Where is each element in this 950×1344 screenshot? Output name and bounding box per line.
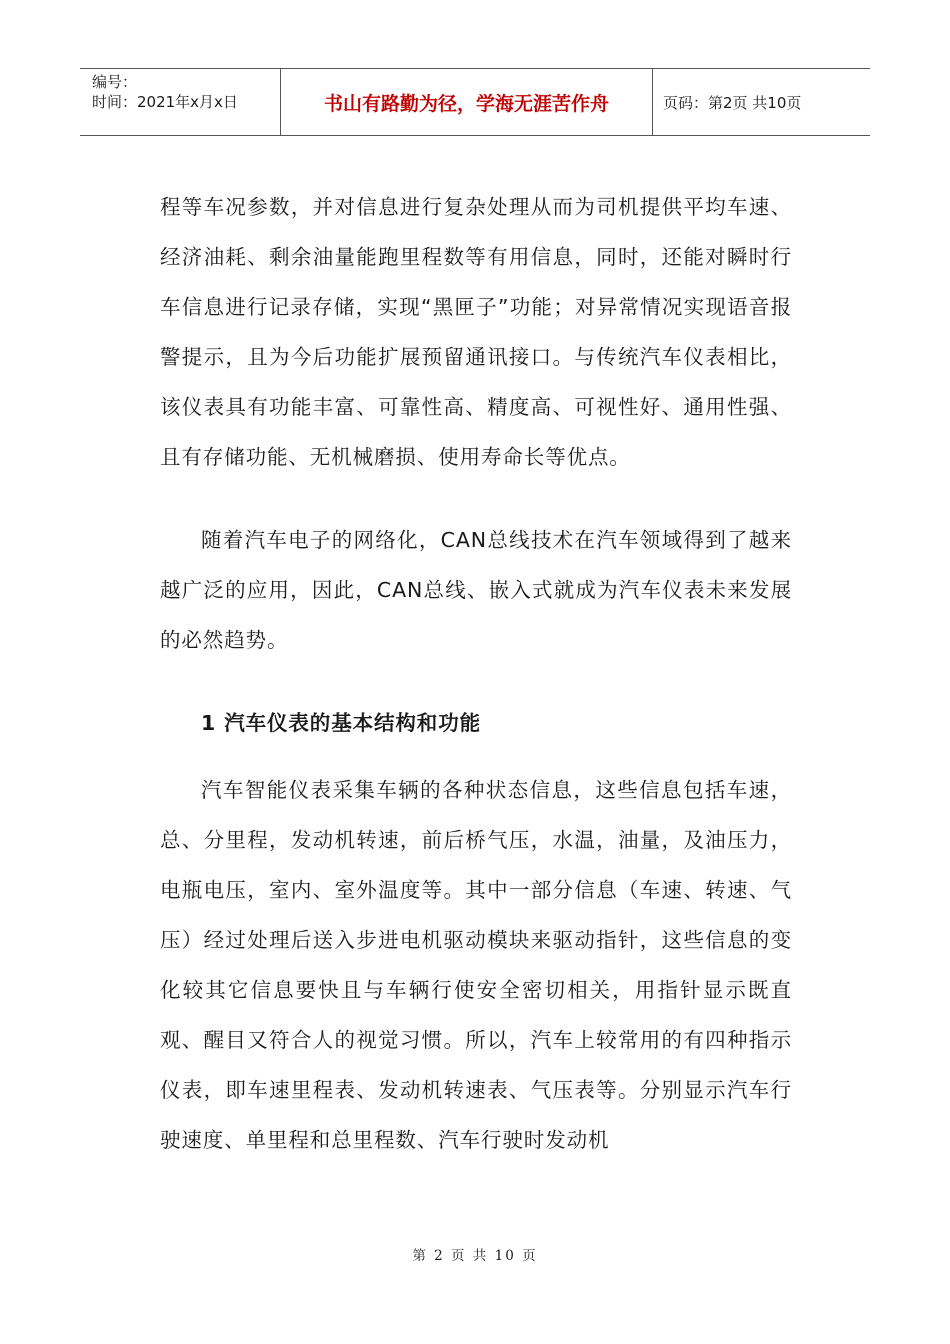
section-heading: 1 汽车仪表的基本结构和功能 [201,711,482,735]
paragraph-2: 随着汽车电子的网络化，CAN总线技术在汽车领域得到了越来越广泛的应用，因此，CAN总线、嵌入式就成为汽车仪表未来发展的必然趋势。 [160,528,792,652]
document-number-label: 编号： [92,73,138,91]
header-motto: 书山有路勤为径，学海无涯苦作舟 [280,69,653,135]
document-body [160,182,792,1198]
header-page-info: 页码：第2页 共10页 [663,93,802,112]
page-footer: 第 2 页 共 10 页 [412,1248,538,1264]
header-meta [80,69,280,135]
page-header [80,68,870,136]
paragraph-3: 汽车智能仪表采集车辆的各种状态信息，这些信息包括车速，总、分里程，发动机转速，前后桥气压，水温，油量，及油压力，电瓶电压，室内、室外温度等。其中一部分信息（车速、转速、气压）经过处理后送入步进电机驱动模块来驱动指针，这些信息的变化较其它信息要快且与车辆行使安全密切相关，用指针显示既直观、醒目又符合人的视觉习惯。所以，汽车上较常用的有四种指示仪表，即车速里程表、发动机转速表、气压表等。分别显示汽车行驶速度、单里程和总里程数、汽车行驶时发动机 [160,778,792,1152]
document-time-label: 时间：2021年x月x日 [92,93,238,111]
paragraph-1: 程等车况参数，并对信息进行复杂处理从而为司机提供平均车速、经济油耗、剩余油量能跑里程数等有用信息，同时，还能对瞬时行车信息进行记录存储，实现“黑匣子”功能；对异常情况实现语音报警提示，且为今后功能扩展预留通讯接口。与传统汽车仪表相比，该仪表具有功能丰富、可靠性高、精度高、可视性好、通用性强、且有存储功能、无机械磨损、使用寿命长等优点。 [160,195,792,469]
